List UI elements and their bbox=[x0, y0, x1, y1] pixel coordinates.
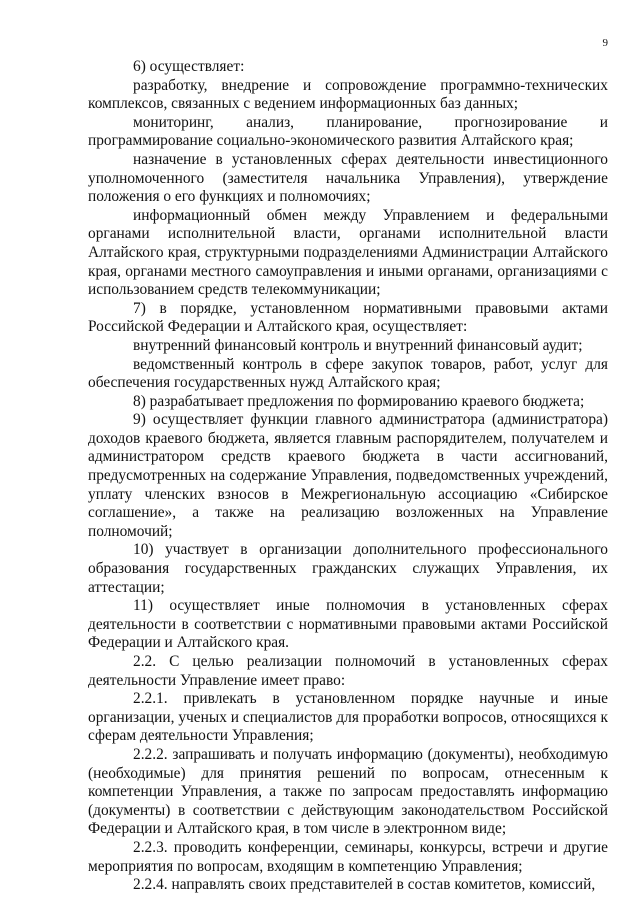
section-2-2-4: 2.2.4. направлять своих представителей в состав комитетов, комиссий, bbox=[133, 876, 596, 894]
paragraph-7-item-1: внутренний финансовый контроль и внутренний финансовый аудит; bbox=[133, 336, 583, 354]
paragraph-6-header: 6) осуществляет: bbox=[133, 58, 245, 75]
page-number: 9 bbox=[602, 37, 608, 49]
paragraph-6-item-2: мониторинг, анализ, планирование, прогнозирование и программирование социально-экономического развития Алтайского края; bbox=[88, 113, 608, 150]
paragraph-6-item-3: назначение в установленных сферах деятельности инвестиционного уполномоченного (заместителя начальника Управления), утверждение положения о его функциях и полномочиях; bbox=[88, 150, 608, 206]
section-2-2-2: 2.2.2. запрашивать и получать информацию (документы), необходимую (необходимые) для принятия решений по вопросам, отнесенным к компетенции Управления, а также по запросам предоставлять информацию (документы) в соответствии с действующим законодательством Российской Федерации и Алтайского края, в том числе в электронном виде; bbox=[88, 745, 608, 838]
paragraph-9: 9) осуществляет функции главного администратора (администратора) доходов краевого бюджета, является главным распорядителем, получателем и администратором средств краевого бюджета в части ассигнований, предусмотренных на содержание Управления, подведомственных учреждений, уплату членских взносов в Межрегиональную ассоциацию «Сибирское соглашение», а также на реализацию возложенных на Управление полномочий; bbox=[88, 411, 608, 540]
body-text bbox=[88, 58, 608, 895]
paragraph-8: 8) разрабатывает предложения по формированию краевого бюджета; bbox=[133, 392, 585, 410]
paragraph-11: 11) осуществляет иные полномочия в установленных сферах деятельности в соответствии с нормативными правовыми актами Российской Федерации и Алтайского края. bbox=[88, 597, 608, 652]
section-2-2: 2.2. С целью реализации полномочий в установленных сферах деятельности Управление имеет право: bbox=[88, 653, 608, 689]
paragraph-7-item-2: ведомственный контроль в сфере закупок товаров, работ, услуг для обеспечения государственных нужд Алтайского края; bbox=[88, 355, 608, 392]
section-2-2-3: 2.2.3. проводить конференции, семинары, конкурсы, встречи и другие мероприятия по вопросам, входящим в компетенцию Управления; bbox=[88, 838, 608, 875]
section-2-2-1: 2.2.1. привлекать в установленном порядке научные и иные организации, ученых и специалистов для проработки вопросов, относящихся к сферам деятельности Управления; bbox=[88, 690, 608, 745]
paragraph-10: 10) участвует в организации дополнительного профессионального образования государственных гражданских служащих Управления, их аттестации; bbox=[88, 541, 608, 596]
paragraph-6-item-4: информационный обмен между Управлением и федеральными органами исполнительной власти, органами исполнительной власти Алтайского края, структурными подразделениями Администрации Алтайского края, органами местного самоуправления и иными органами, организациями с использованием средств телекоммуникации; bbox=[88, 206, 608, 299]
paragraph-6-item-1: разработку, внедрение и сопровождение программно-технических комплексов, связанных с ведением информационных баз данных; bbox=[88, 76, 608, 113]
paragraph-7-header: 7) в порядке, установленном нормативными правовыми актами Российской Федерации и Алтайского края, осуществляет: bbox=[88, 299, 608, 336]
